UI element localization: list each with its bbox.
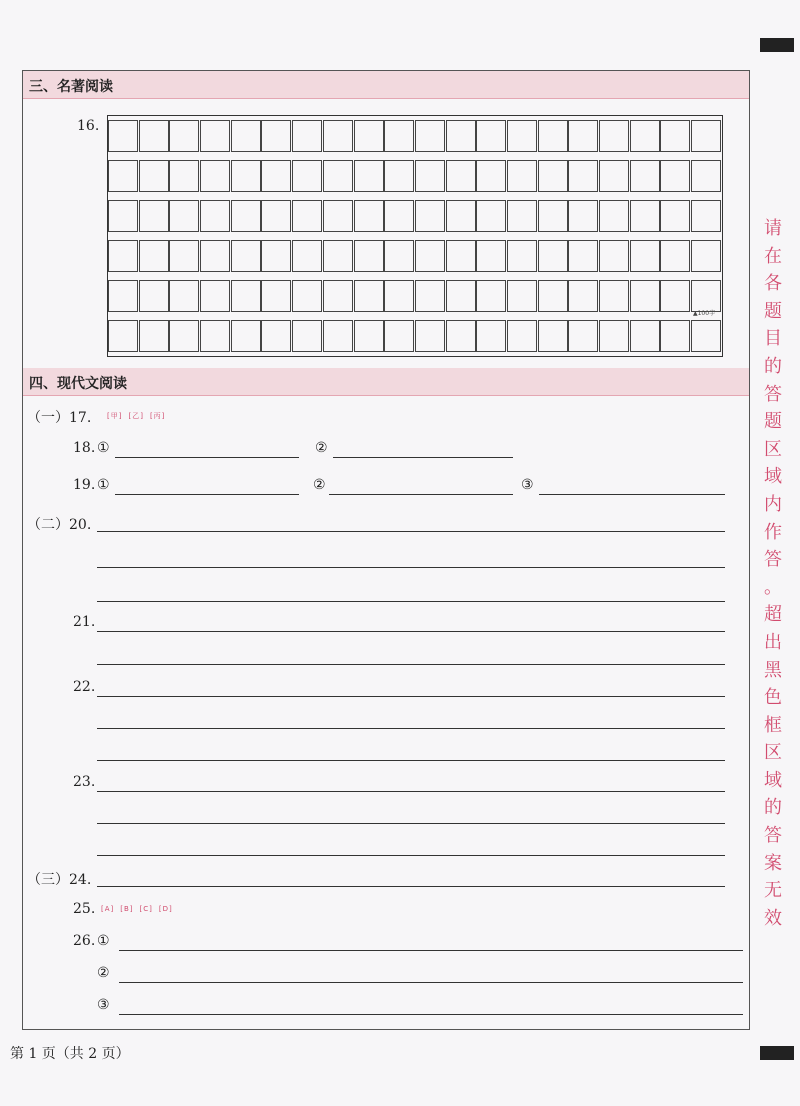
alignment-marker-top-right bbox=[760, 38, 794, 52]
notice-char: 答 bbox=[764, 825, 782, 847]
grid-cell[interactable] bbox=[630, 240, 660, 272]
grid-cell[interactable] bbox=[108, 280, 138, 312]
grid-cell[interactable] bbox=[139, 200, 169, 232]
grid-cell[interactable] bbox=[507, 280, 537, 312]
essay-grid[interactable] bbox=[107, 115, 723, 357]
grid-row bbox=[108, 240, 722, 272]
answer-line[interactable] bbox=[97, 631, 725, 632]
question-16-label: 16. bbox=[77, 118, 100, 134]
grid-cell[interactable] bbox=[507, 120, 537, 152]
notice-char: 超 bbox=[764, 604, 782, 626]
notice-char: 域 bbox=[764, 466, 782, 488]
answer-line[interactable] bbox=[97, 855, 725, 856]
question-25-label: 25. bbox=[73, 901, 96, 917]
option-c[interactable]: [C] bbox=[139, 905, 153, 913]
question-21-label: 21. bbox=[73, 614, 96, 630]
grid-cell[interactable] bbox=[630, 320, 660, 352]
question-17-options[interactable] bbox=[107, 411, 171, 421]
grid-cell[interactable] bbox=[200, 280, 230, 312]
grid-cell[interactable] bbox=[568, 120, 598, 152]
grid-cell[interactable] bbox=[599, 120, 629, 152]
option-a[interactable]: [A] bbox=[101, 905, 115, 913]
grid-row bbox=[108, 320, 722, 352]
grid-cell[interactable] bbox=[384, 200, 414, 232]
grid-cell[interactable] bbox=[691, 320, 721, 352]
section-title: 三、名著阅读 bbox=[29, 79, 113, 95]
grid-cell[interactable] bbox=[630, 120, 660, 152]
grid-cell[interactable] bbox=[446, 240, 476, 272]
question-18-label: 18. bbox=[73, 440, 96, 456]
grid-cell[interactable] bbox=[323, 160, 353, 192]
grid-cell[interactable] bbox=[139, 160, 169, 192]
grid-cell[interactable] bbox=[691, 120, 721, 152]
notice-char: 案 bbox=[764, 852, 782, 874]
answer-line[interactable] bbox=[97, 696, 725, 697]
grid-cell[interactable] bbox=[476, 280, 506, 312]
notice-char: 区 bbox=[764, 742, 782, 764]
grid-cell[interactable] bbox=[292, 320, 322, 352]
grid-cell[interactable] bbox=[200, 120, 230, 152]
grid-cell[interactable] bbox=[568, 160, 598, 192]
grid-cell[interactable] bbox=[139, 120, 169, 152]
blank-marker: ① bbox=[97, 933, 110, 949]
question-20-label: （二）20. bbox=[27, 517, 92, 533]
grid-cell[interactable] bbox=[323, 200, 353, 232]
notice-char: 区 bbox=[764, 438, 782, 460]
grid-row bbox=[108, 200, 722, 232]
grid-cell[interactable] bbox=[354, 120, 384, 152]
grid-cell[interactable] bbox=[384, 160, 414, 192]
notice-char: 目 bbox=[764, 328, 782, 350]
grid-cell[interactable] bbox=[261, 320, 291, 352]
grid-cell[interactable] bbox=[507, 240, 537, 272]
notice-char: 答 bbox=[764, 549, 782, 571]
grid-cell[interactable] bbox=[108, 120, 138, 152]
grid-cell[interactable] bbox=[415, 200, 445, 232]
grid-cell[interactable] bbox=[660, 320, 690, 352]
notice-char: 请 bbox=[764, 218, 782, 239]
grid-cell[interactable] bbox=[660, 240, 690, 272]
question-22-label: 22. bbox=[73, 679, 96, 695]
grid-cell[interactable] bbox=[261, 160, 291, 192]
answer-line[interactable] bbox=[115, 457, 299, 458]
answer-line[interactable] bbox=[119, 1014, 743, 1015]
grid-cell[interactable] bbox=[292, 120, 322, 152]
answer-line[interactable] bbox=[97, 601, 725, 602]
question-17-label: （一）17. bbox=[27, 410, 92, 426]
answer-line[interactable] bbox=[329, 494, 513, 495]
question-26-label: 26. bbox=[73, 933, 96, 949]
grid-cell[interactable] bbox=[476, 160, 506, 192]
grid-cell[interactable] bbox=[476, 240, 506, 272]
grid-cell[interactable] bbox=[660, 280, 690, 312]
blank-marker: ② bbox=[97, 965, 110, 981]
grid-cell[interactable] bbox=[108, 160, 138, 192]
grid-cell[interactable] bbox=[231, 200, 261, 232]
grid-cell[interactable] bbox=[323, 240, 353, 272]
grid-cell[interactable] bbox=[261, 200, 291, 232]
grid-cell[interactable] bbox=[507, 200, 537, 232]
grid-cell[interactable] bbox=[630, 280, 660, 312]
blank-marker: ① bbox=[97, 440, 110, 456]
grid-cell[interactable] bbox=[538, 160, 568, 192]
option-bing[interactable]: [丙] bbox=[149, 412, 166, 420]
grid-cell[interactable] bbox=[139, 240, 169, 272]
grid-cell[interactable] bbox=[599, 280, 629, 312]
answer-line[interactable] bbox=[97, 531, 725, 532]
question-24-label: （三）24. bbox=[27, 872, 92, 888]
grid-cell[interactable] bbox=[384, 320, 414, 352]
grid-cell[interactable] bbox=[415, 160, 445, 192]
question-25-options[interactable] bbox=[101, 905, 179, 913]
grid-cell[interactable] bbox=[415, 280, 445, 312]
grid-cell[interactable] bbox=[108, 320, 138, 352]
grid-cell[interactable] bbox=[231, 320, 261, 352]
grid-cell[interactable] bbox=[538, 320, 568, 352]
grid-cell[interactable] bbox=[507, 160, 537, 192]
grid-cell[interactable] bbox=[323, 320, 353, 352]
grid-cell[interactable] bbox=[231, 240, 261, 272]
side-notice bbox=[762, 215, 784, 932]
grid-cell[interactable] bbox=[476, 120, 506, 152]
blank-marker: ③ bbox=[521, 477, 534, 493]
grid-cell[interactable] bbox=[691, 240, 721, 272]
grid-cell[interactable] bbox=[691, 200, 721, 232]
grid-cell[interactable] bbox=[415, 320, 445, 352]
grid-cell[interactable] bbox=[231, 160, 261, 192]
grid-cell[interactable] bbox=[446, 280, 476, 312]
grid-cell[interactable] bbox=[660, 200, 690, 232]
grid-cell[interactable] bbox=[261, 280, 291, 312]
notice-char: 框 bbox=[764, 714, 782, 736]
answer-line[interactable] bbox=[539, 494, 725, 495]
grid-cell[interactable] bbox=[169, 200, 199, 232]
grid-cell[interactable] bbox=[200, 200, 230, 232]
option-b[interactable]: [B] bbox=[120, 905, 134, 913]
grid-cell[interactable] bbox=[384, 120, 414, 152]
notice-char: 。 bbox=[764, 576, 782, 598]
blank-marker: ① bbox=[97, 477, 110, 493]
answer-line[interactable] bbox=[97, 728, 725, 729]
question-19-label: 19. bbox=[73, 477, 96, 493]
grid-cell[interactable] bbox=[292, 280, 322, 312]
grid-cell[interactable] bbox=[507, 320, 537, 352]
grid-cell[interactable] bbox=[108, 240, 138, 272]
section-header-4 bbox=[23, 368, 749, 396]
grid-cell[interactable] bbox=[660, 120, 690, 152]
grid-cell[interactable] bbox=[231, 280, 261, 312]
grid-cell[interactable] bbox=[538, 280, 568, 312]
notice-char: 的 bbox=[764, 355, 782, 377]
notice-char: 色 bbox=[764, 687, 782, 709]
grid-cell[interactable] bbox=[538, 120, 568, 152]
grid-row bbox=[108, 280, 722, 312]
grid-cell[interactable] bbox=[446, 120, 476, 152]
blank-marker: ③ bbox=[97, 997, 110, 1013]
grid-cell[interactable] bbox=[538, 200, 568, 232]
grid-cell[interactable] bbox=[261, 120, 291, 152]
grid-cell[interactable] bbox=[568, 320, 598, 352]
notice-char: 题 bbox=[764, 411, 782, 433]
grid-cell[interactable] bbox=[292, 200, 322, 232]
option-jia[interactable]: [甲] bbox=[107, 412, 123, 420]
grid-cell[interactable] bbox=[261, 240, 291, 272]
grid-cell[interactable] bbox=[660, 160, 690, 192]
grid-cell[interactable] bbox=[415, 120, 445, 152]
grid-cell[interactable] bbox=[630, 200, 660, 232]
answer-frame bbox=[22, 70, 750, 1030]
notice-char: 黑 bbox=[764, 659, 782, 681]
grid-cell[interactable] bbox=[292, 240, 322, 272]
answer-line[interactable] bbox=[97, 886, 725, 887]
grid-cell[interactable] bbox=[415, 240, 445, 272]
grid-cell[interactable] bbox=[169, 120, 199, 152]
notice-char: 域 bbox=[764, 769, 782, 791]
grid-cell[interactable] bbox=[384, 240, 414, 272]
notice-char: 效 bbox=[764, 907, 782, 929]
answer-line[interactable] bbox=[97, 823, 725, 824]
grid-cell[interactable] bbox=[599, 160, 629, 192]
grid-cell[interactable] bbox=[599, 200, 629, 232]
blank-marker: ② bbox=[315, 440, 328, 456]
word-count-mark: ▲100字 bbox=[693, 310, 716, 317]
answer-line[interactable] bbox=[119, 950, 743, 951]
notice-char: 的 bbox=[764, 797, 782, 819]
grid-cell[interactable] bbox=[538, 240, 568, 272]
grid-cell[interactable] bbox=[139, 320, 169, 352]
grid-cell[interactable] bbox=[446, 200, 476, 232]
alignment-marker-bottom-right bbox=[760, 1046, 794, 1060]
grid-cell[interactable] bbox=[354, 320, 384, 352]
grid-cell[interactable] bbox=[354, 280, 384, 312]
option-yi[interactable]: [乙] bbox=[128, 412, 144, 420]
grid-cell[interactable] bbox=[354, 200, 384, 232]
answer-line[interactable] bbox=[97, 760, 725, 761]
blank-marker: ② bbox=[313, 477, 326, 493]
grid-cell[interactable] bbox=[354, 160, 384, 192]
grid-cell[interactable] bbox=[599, 320, 629, 352]
answer-line[interactable] bbox=[115, 494, 299, 495]
option-d[interactable]: [D] bbox=[158, 905, 173, 913]
grid-cell[interactable] bbox=[323, 280, 353, 312]
grid-cell[interactable] bbox=[476, 200, 506, 232]
answer-line[interactable] bbox=[97, 567, 725, 568]
grid-cell[interactable] bbox=[384, 280, 414, 312]
grid-cell[interactable] bbox=[169, 280, 199, 312]
answer-line[interactable] bbox=[97, 664, 725, 665]
section-header-3 bbox=[23, 71, 749, 99]
grid-cell[interactable] bbox=[599, 240, 629, 272]
section-title: 四、现代文阅读 bbox=[29, 376, 127, 392]
grid-cell[interactable] bbox=[139, 280, 169, 312]
grid-cell[interactable] bbox=[169, 320, 199, 352]
grid-cell[interactable] bbox=[108, 200, 138, 232]
notice-char: 作 bbox=[764, 521, 782, 543]
notice-char: 内 bbox=[764, 493, 782, 515]
notice-char: 答 bbox=[764, 383, 782, 405]
grid-cell[interactable] bbox=[568, 200, 598, 232]
grid-cell[interactable] bbox=[446, 320, 476, 352]
grid-cell[interactable] bbox=[169, 160, 199, 192]
question-23-label: 23. bbox=[73, 774, 96, 790]
answer-line[interactable] bbox=[119, 982, 743, 983]
grid-cell[interactable] bbox=[200, 320, 230, 352]
grid-cell[interactable] bbox=[568, 240, 598, 272]
grid-cell[interactable] bbox=[630, 160, 660, 192]
notice-char: 出 bbox=[764, 631, 782, 653]
grid-cell[interactable] bbox=[200, 160, 230, 192]
page-number: 第 1 页（共 2 页） bbox=[10, 1046, 130, 1062]
grid-cell[interactable] bbox=[292, 160, 322, 192]
grid-cell[interactable] bbox=[231, 120, 261, 152]
grid-cell[interactable] bbox=[446, 160, 476, 192]
notice-char: 无 bbox=[764, 880, 782, 902]
grid-cell[interactable] bbox=[354, 240, 384, 272]
grid-cell[interactable] bbox=[200, 240, 230, 272]
answer-line[interactable] bbox=[97, 791, 725, 792]
grid-row bbox=[108, 160, 722, 192]
grid-cell[interactable] bbox=[691, 160, 721, 192]
grid-cell[interactable] bbox=[568, 280, 598, 312]
notice-char: 各 bbox=[764, 273, 782, 295]
notice-char: 在 bbox=[764, 245, 782, 267]
notice-char: 题 bbox=[764, 300, 782, 322]
answer-line[interactable] bbox=[333, 457, 513, 458]
grid-cell[interactable] bbox=[323, 120, 353, 152]
grid-cell[interactable] bbox=[476, 320, 506, 352]
grid-row bbox=[108, 120, 722, 152]
grid-cell[interactable] bbox=[169, 240, 199, 272]
